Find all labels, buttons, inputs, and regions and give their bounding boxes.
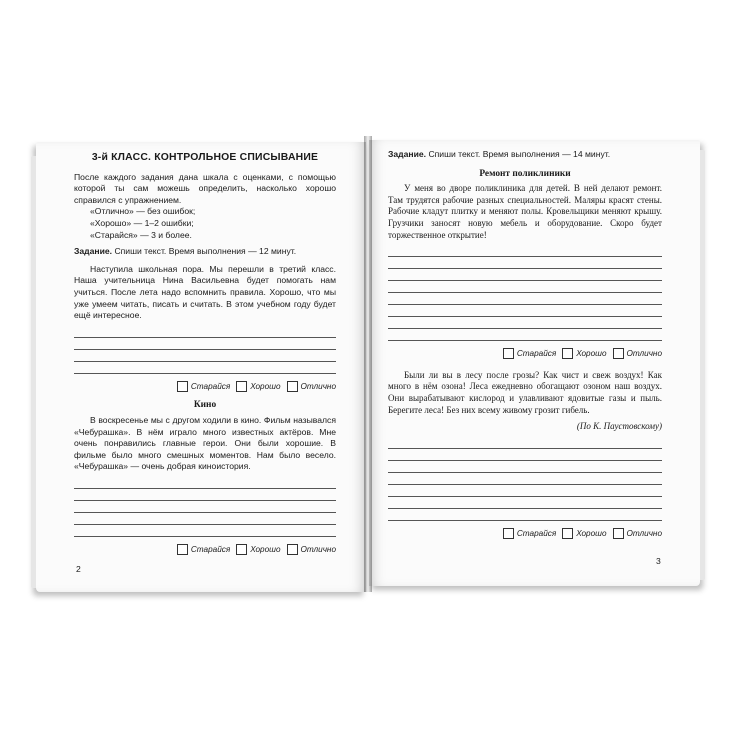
- task-text: Спиши текст. Время выполнения — 12 минут.: [114, 246, 297, 257]
- writing-line[interactable]: [388, 281, 662, 293]
- writing-lines-1: [74, 326, 336, 374]
- writing-line[interactable]: [388, 305, 662, 317]
- checkbox-excellent[interactable]: [287, 381, 298, 392]
- checkbox-excellent[interactable]: [613, 348, 624, 359]
- checkbox-good[interactable]: [236, 381, 247, 392]
- writing-line[interactable]: [388, 497, 662, 509]
- checkbox-try[interactable]: [177, 544, 188, 555]
- writing-line[interactable]: [388, 485, 662, 497]
- label-excellent: Отлично: [626, 528, 662, 538]
- copy-text-1: Наступила школьная пора. Мы перешли в третий класс. Наша учительница Нина Васильевна будет помогать нам учиться. После лета надо вспомнить правила. Хорошо, что мы уже умеем читать, писать и считать. В этом учебном году будет ещё интересное.: [74, 263, 336, 321]
- label-try: Старайся: [190, 381, 231, 391]
- writing-line[interactable]: [388, 509, 662, 521]
- copy-text-4: Были ли вы в лесу после грозы? Как чист и свеж воздух! Как много в нём озона! Леса ежедневно обогащают озоном наш воздух. Они вырабатывают кислород и улавливают ядовитые газы и пыль. Берегите леса! Без них всему живому грозит гибель.: [388, 369, 662, 415]
- task-label: Задание.: [388, 149, 427, 159]
- grade-excellent: «Отлично» — без ошибок;: [90, 206, 196, 217]
- label-try: Старайся: [190, 544, 231, 554]
- grade-good: «Хорошо» — 1–2 ошибки;: [90, 217, 194, 228]
- writing-line[interactable]: [388, 257, 662, 269]
- checkbox-excellent[interactable]: [287, 544, 298, 555]
- writing-line[interactable]: [74, 489, 336, 501]
- page-title: 3-й КЛАСС. КОНТРОЛЬНОЕ СПИСЫВАНИЕ: [91, 152, 319, 163]
- copy-text-3: У меня во дворе поликлиника для детей. В ней делают ремонт. Там трудятся рабочие разных специальностей. Маляры красят стены. Рабочие кладут плитку и меняют полы. Кровельщики меняют крышу. Грузчики заносят новую мебель и оборудование. Скоро будет торжественное открытие!: [388, 183, 662, 240]
- writing-line[interactable]: [388, 449, 662, 461]
- writing-line[interactable]: [388, 293, 662, 305]
- text-title-kino: Кино: [193, 400, 217, 411]
- grade-scale-1: [74, 381, 336, 393]
- writing-line[interactable]: [74, 501, 336, 513]
- left-page-content: [74, 146, 336, 555]
- label-excellent: Отлично: [300, 381, 336, 391]
- label-try: Старайся: [516, 349, 557, 359]
- label-try: Старайся: [516, 528, 557, 538]
- page-number-right: 3: [656, 556, 661, 566]
- copy-text-2: В воскресенье мы с другом ходили в кино. Фильм назывался «Чебурашка». В нём играло много известных актёров. Мне очень понравились главные герои. Они были хорошие. В фильме было много смешных моментов. Нам было весело. «Чебурашка» — очень добрая киноистория.: [74, 414, 336, 472]
- label-good: Хорошо: [250, 381, 281, 391]
- writing-line[interactable]: [388, 245, 662, 257]
- grade-try: «Старайся» — 3 и более.: [90, 229, 192, 240]
- writing-lines-3: [388, 245, 662, 341]
- text-title-clinic: Ремонт поликлиники: [479, 168, 571, 179]
- writing-line[interactable]: [74, 326, 336, 338]
- label-excellent: Отлично: [300, 544, 336, 554]
- checkbox-good[interactable]: [236, 544, 247, 555]
- open-workbook: [36, 136, 700, 592]
- writing-line[interactable]: [74, 350, 336, 362]
- grade-scale-3: [388, 348, 662, 360]
- right-page-content: [388, 149, 662, 539]
- writing-line[interactable]: [74, 338, 336, 350]
- task-instruction: [74, 246, 336, 258]
- writing-line[interactable]: [388, 461, 662, 473]
- writing-line[interactable]: [388, 269, 662, 281]
- label-good: Хорошо: [250, 544, 281, 554]
- writing-line[interactable]: [74, 477, 336, 489]
- label-good: Хорошо: [576, 349, 607, 359]
- page-number-left: 2: [76, 564, 81, 574]
- label-good: Хорошо: [576, 528, 607, 538]
- writing-lines-4: [388, 437, 662, 521]
- writing-line[interactable]: [388, 329, 662, 341]
- task-text: Спиши текст. Время выполнения — 14 минут.: [428, 149, 611, 159]
- writing-line[interactable]: [74, 513, 336, 525]
- book-spine: [364, 136, 372, 592]
- label-excellent: Отлично: [626, 349, 662, 359]
- checkbox-try[interactable]: [177, 381, 188, 392]
- checkbox-try[interactable]: [503, 348, 514, 359]
- writing-line[interactable]: [74, 525, 336, 537]
- task-instruction: [388, 149, 662, 161]
- writing-line[interactable]: [388, 317, 662, 329]
- writing-line[interactable]: [74, 362, 336, 374]
- checkbox-good[interactable]: [562, 348, 573, 359]
- checkbox-good[interactable]: [562, 528, 573, 539]
- task-label: Задание.: [74, 246, 113, 257]
- grade-scale-4: [388, 528, 662, 540]
- checkbox-excellent[interactable]: [613, 528, 624, 539]
- writing-lines-2: [74, 477, 336, 537]
- writing-line[interactable]: [388, 473, 662, 485]
- intro-text: После каждого задания дана шкала с оценками, с помощью которой ты сам можешь определить, насколько хорошо справился с упражнением.: [74, 171, 336, 205]
- grade-scale-2: [74, 544, 336, 556]
- checkbox-try[interactable]: [503, 528, 514, 539]
- attribution: (По К. Паустовскому): [576, 421, 662, 432]
- writing-line[interactable]: [388, 437, 662, 449]
